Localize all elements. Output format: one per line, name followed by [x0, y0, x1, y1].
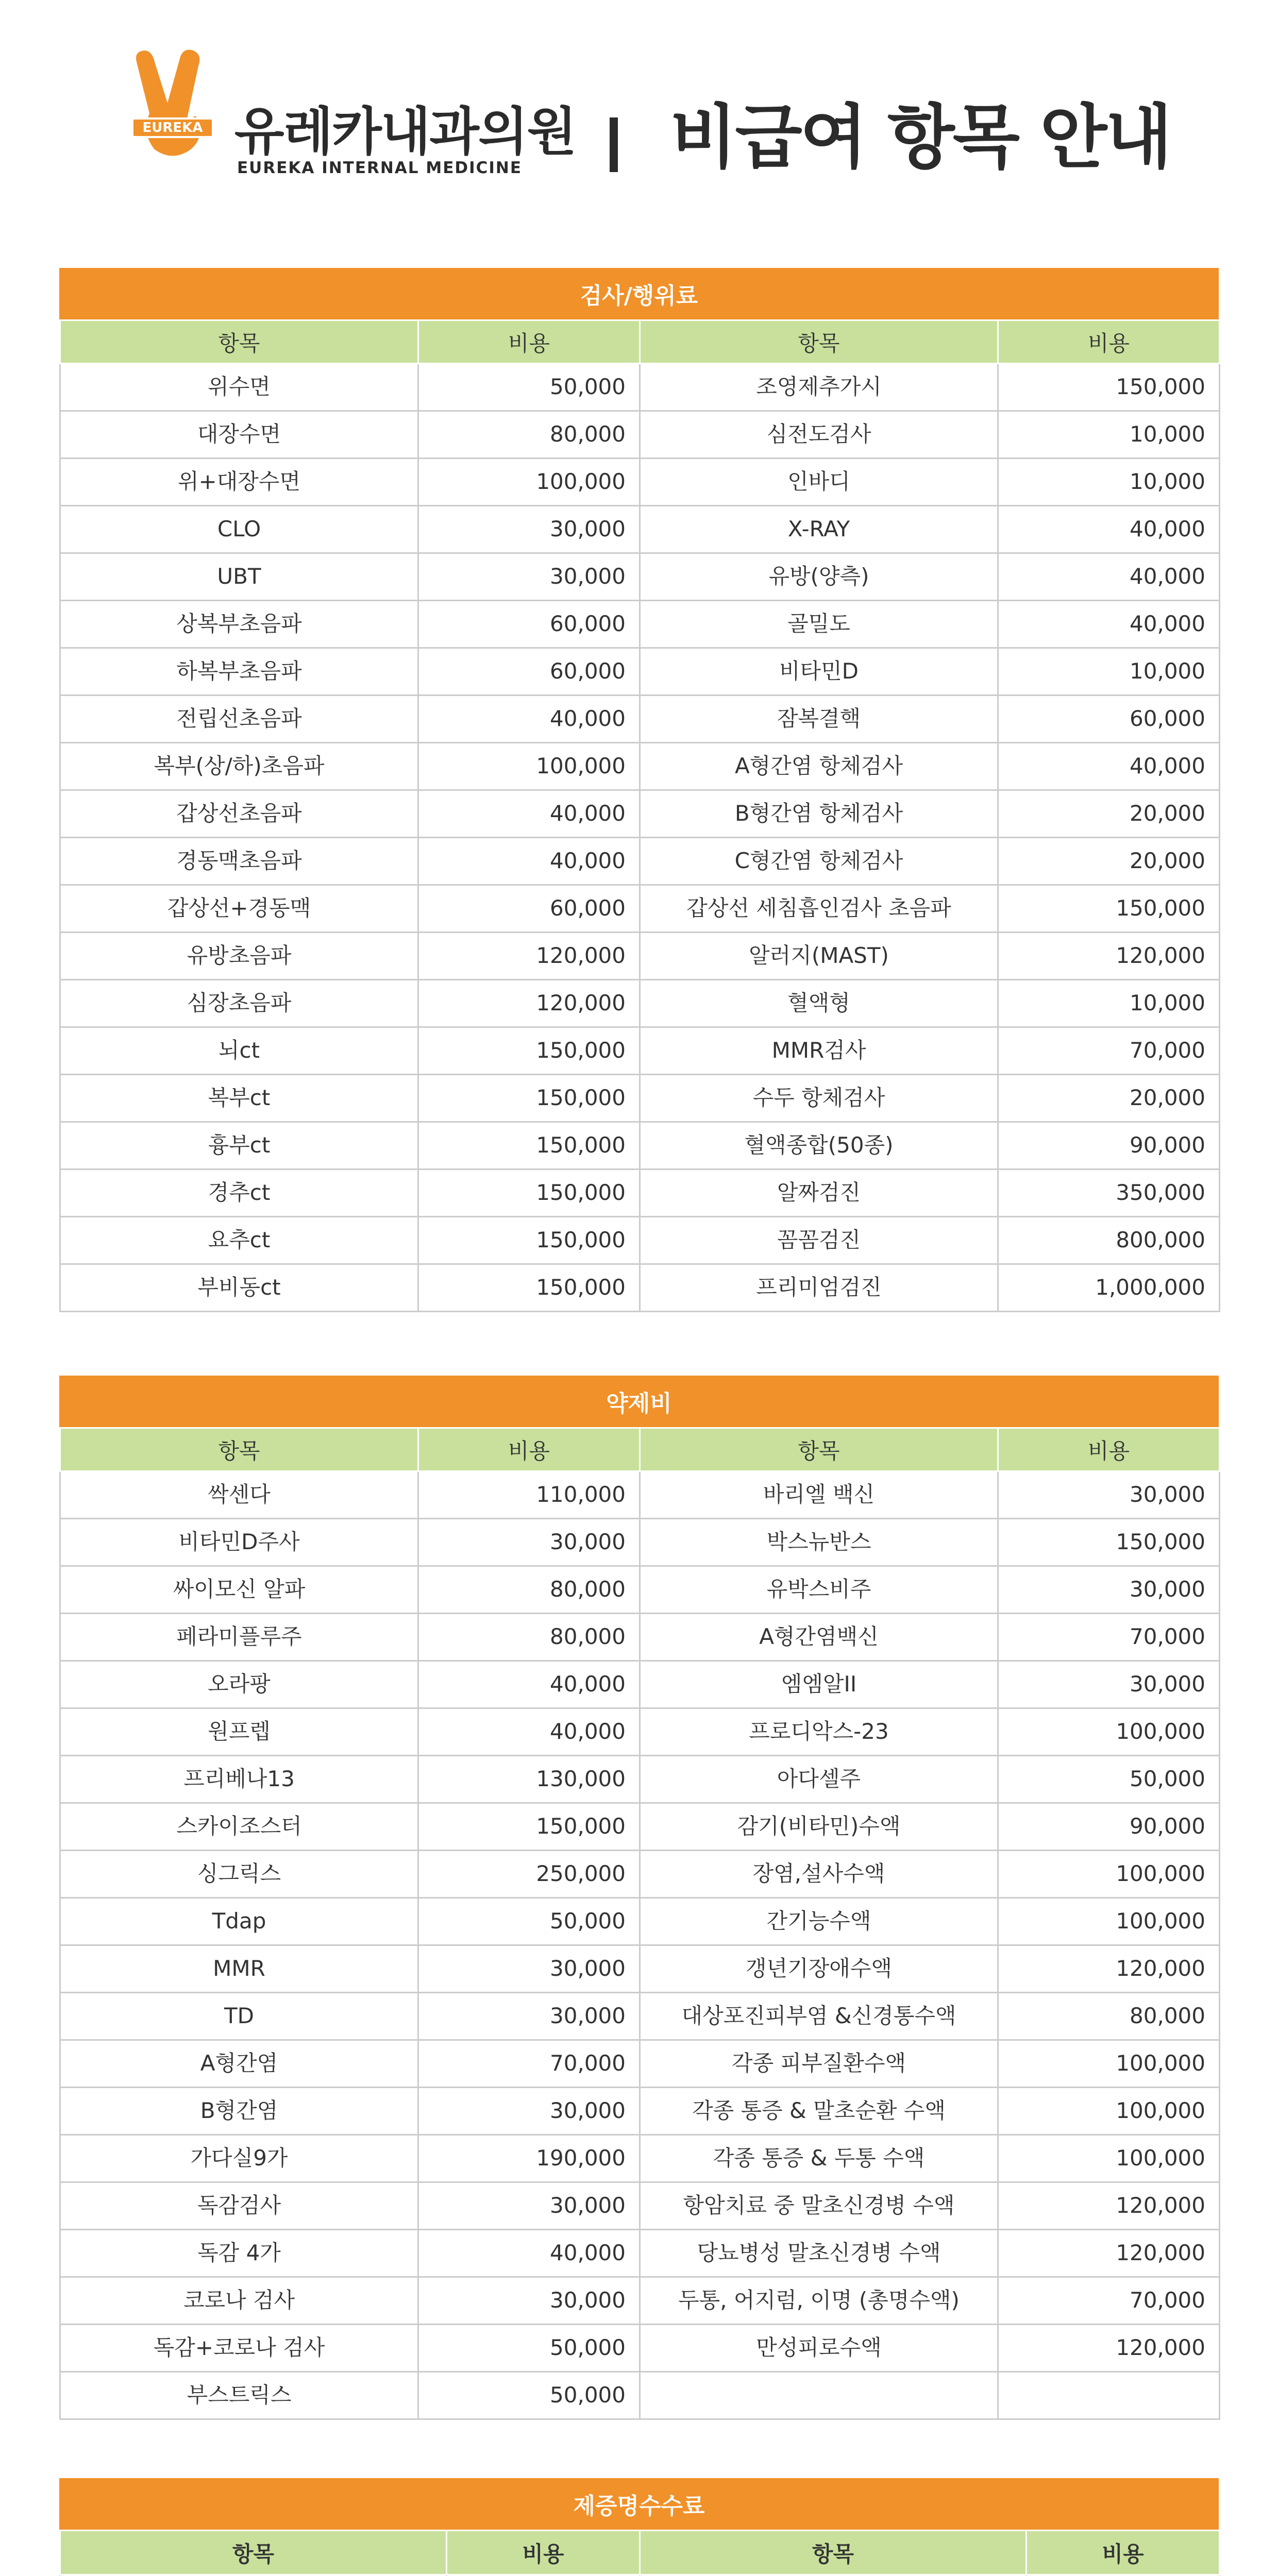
column-header-cost: 비용 — [998, 1428, 1220, 1471]
item-cost-cell: 100,000 — [418, 459, 640, 506]
item-cost-cell: 120,000 — [418, 980, 640, 1027]
brand-name: 유레카내과의원 — [234, 101, 576, 162]
item-name-cell: MMR — [60, 1945, 418, 1993]
table-row — [60, 933, 1220, 980]
section-title: 제증명수수료 — [59, 2478, 1219, 2530]
item-name-cell: 감기(비타민)수액 — [640, 1803, 998, 1851]
item-name-cell: UBT — [60, 553, 418, 601]
item-name-cell: MMR검사 — [640, 1027, 998, 1075]
item-name-cell: 대상포진피부염 &신경통수액 — [640, 1993, 998, 2040]
item-name-cell: 각종 통증 & 말초순환 수액 — [640, 2088, 998, 2135]
logo-badge-text: EUREKA — [142, 120, 203, 135]
item-cost-cell: 60,000 — [998, 696, 1220, 743]
table-row — [60, 553, 1220, 601]
item-name-cell: 간기능수액 — [640, 1898, 998, 1945]
item-cost-cell: 50,000 — [418, 1898, 640, 1945]
table-row — [60, 2088, 1220, 2135]
item-name-cell: 심장초음파 — [60, 980, 418, 1027]
fee-table-body — [60, 1471, 1220, 2419]
column-header-cost: 비용 — [418, 1428, 640, 1471]
item-name-cell: B형간염 항체검사 — [640, 790, 998, 838]
item-cost-cell: 120,000 — [418, 933, 640, 980]
table-row — [60, 696, 1220, 743]
item-name-cell: 독감검사 — [60, 2182, 418, 2230]
item-cost-cell: 30,000 — [418, 1993, 640, 2040]
table-row — [60, 1993, 1220, 2040]
item-cost-cell: 150,000 — [418, 1122, 640, 1170]
item-cost-cell: 30,000 — [998, 1661, 1220, 1708]
item-cost-cell: 90,000 — [998, 1122, 1220, 1170]
item-name-cell: 엠엠알II — [640, 1661, 998, 1708]
item-name-cell: 상복부초음파 — [60, 601, 418, 648]
item-name-cell: C형간염 항체검사 — [640, 838, 998, 885]
page-title: 비급여 항목 안내 — [670, 97, 1170, 178]
item-name-cell: A형간염백신 — [640, 1614, 998, 1661]
table-row — [60, 1803, 1220, 1851]
item-cost-cell: 150,000 — [418, 1264, 640, 1312]
item-name-cell: 싸이모신 알파 — [60, 1566, 418, 1614]
column-header-item: 항목 — [60, 320, 418, 364]
item-cost-cell: 10,000 — [998, 411, 1220, 459]
table-row — [60, 1519, 1220, 1566]
table-row — [60, 2277, 1220, 2325]
item-name-cell: A형간염 — [60, 2040, 418, 2088]
item-cost-cell: 250,000 — [418, 1851, 640, 1898]
table-row — [60, 1851, 1220, 1898]
item-cost-cell: 40,000 — [418, 790, 640, 838]
table-row — [60, 2040, 1220, 2088]
table-header-row — [60, 1428, 1220, 1471]
table-row — [60, 1170, 1220, 1217]
item-cost-cell: 100,000 — [998, 2088, 1220, 2135]
item-cost-cell: 150,000 — [418, 1217, 640, 1264]
section-certificate-fees — [59, 2478, 1219, 2576]
item-cost-cell: 50,000 — [418, 2325, 640, 2372]
item-cost-cell: 50,000 — [418, 364, 640, 411]
item-cost-cell: 110,000 — [418, 1471, 640, 1519]
item-cost-cell: 120,000 — [998, 2325, 1220, 2372]
table-row — [60, 838, 1220, 885]
table-row — [60, 790, 1220, 838]
section-title: 약제비 — [59, 1376, 1219, 1427]
column-header-cost: 비용 — [447, 2531, 640, 2575]
item-name-cell: 갑상선초음파 — [60, 790, 418, 838]
item-name-cell: 하복부초음파 — [60, 648, 418, 696]
item-name-cell: 오라팡 — [60, 1661, 418, 1708]
item-cost-cell: 100,000 — [998, 2040, 1220, 2088]
item-name-cell: 갑상선+경동맥 — [60, 885, 418, 933]
item-name-cell: 수두 항체검사 — [640, 1075, 998, 1122]
item-cost-cell: 190,000 — [418, 2135, 640, 2182]
eureka-hand-logo-icon — [131, 46, 214, 160]
fee-table — [59, 2530, 1220, 2576]
item-name-cell: 당뇨병성 말초신경병 수액 — [640, 2230, 998, 2277]
table-row — [60, 601, 1220, 648]
table-header-row — [60, 320, 1220, 364]
item-name-cell: 부스트릭스 — [60, 2372, 418, 2419]
item-name-cell: 스카이조스터 — [60, 1803, 418, 1851]
column-header-item: 항목 — [640, 1428, 998, 1471]
item-cost-cell: 30,000 — [418, 1519, 640, 1566]
item-name-cell: 복부ct — [60, 1075, 418, 1122]
item-cost-cell: 100,000 — [418, 743, 640, 790]
item-cost-cell: 10,000 — [998, 459, 1220, 506]
item-name-cell: 복부(상/하)초음파 — [60, 743, 418, 790]
item-cost-cell: 130,000 — [418, 1756, 640, 1803]
item-cost-cell: 30,000 — [418, 506, 640, 553]
item-name-cell: 인바디 — [640, 459, 998, 506]
item-name-cell: 싹센다 — [60, 1471, 418, 1519]
table-row — [60, 506, 1220, 553]
item-cost-cell: 40,000 — [418, 838, 640, 885]
item-name-cell: 갱년기장애수액 — [640, 1945, 998, 1993]
item-name-cell: 만성피로수액 — [640, 2325, 998, 2372]
item-name-cell: 알러지(MAST) — [640, 933, 998, 980]
column-header-cost: 비용 — [998, 320, 1220, 364]
item-name-cell: TD — [60, 1993, 418, 2040]
header-divider — [610, 117, 618, 172]
table-row — [60, 2325, 1220, 2372]
item-cost-cell: 150,000 — [418, 1027, 640, 1075]
fee-table-body — [60, 364, 1220, 1312]
item-cost-cell: 1,000,000 — [998, 1264, 1220, 1312]
item-cost-cell: 100,000 — [998, 1708, 1220, 1756]
column-header-cost: 비용 — [1027, 2531, 1220, 2575]
item-cost-cell: 100,000 — [998, 2135, 1220, 2182]
item-cost-cell: 80,000 — [998, 1993, 1220, 2040]
item-name-cell: 요추ct — [60, 1217, 418, 1264]
item-name-cell: 비타민D주사 — [60, 1519, 418, 1566]
item-name-cell: 박스뉴반스 — [640, 1519, 998, 1566]
item-name-cell: 아다셀주 — [640, 1756, 998, 1803]
item-cost-cell: 30,000 — [418, 2182, 640, 2230]
item-name-cell: 각종 통증 & 두통 수액 — [640, 2135, 998, 2182]
item-cost-cell: 10,000 — [998, 980, 1220, 1027]
item-name-cell: 프리베나13 — [60, 1756, 418, 1803]
table-row — [60, 1945, 1220, 1993]
item-name-cell: 프로디악스-23 — [640, 1708, 998, 1756]
table-row — [60, 980, 1220, 1027]
item-cost-cell: 40,000 — [418, 696, 640, 743]
table-row — [60, 1471, 1220, 1519]
item-name-cell: 유방(양측) — [640, 553, 998, 601]
item-name-cell: 뇌ct — [60, 1027, 418, 1075]
item-cost-cell: 30,000 — [418, 2088, 640, 2135]
item-cost-cell: 40,000 — [418, 1661, 640, 1708]
column-header-item: 항목 — [640, 2531, 1027, 2575]
item-name-cell: 각종 피부질환수액 — [640, 2040, 998, 2088]
item-name-cell: 흉부ct — [60, 1122, 418, 1170]
item-name-cell: 가다실9가 — [60, 2135, 418, 2182]
item-cost-cell: 150,000 — [998, 1519, 1220, 1566]
item-name-cell: 프리미엄검진 — [640, 1264, 998, 1312]
table-row — [60, 1661, 1220, 1708]
table-row — [60, 459, 1220, 506]
item-cost-cell: 20,000 — [998, 1075, 1220, 1122]
item-cost-cell: 30,000 — [418, 2277, 640, 2325]
item-name-cell: 부비동ct — [60, 1264, 418, 1312]
column-header-cost: 비용 — [418, 320, 640, 364]
item-name-cell: 유방초음파 — [60, 933, 418, 980]
item-cost-cell: 150,000 — [418, 1803, 640, 1851]
item-cost-cell: 120,000 — [998, 2182, 1220, 2230]
table-row — [60, 364, 1220, 411]
table-row — [60, 1614, 1220, 1661]
item-cost-cell: 70,000 — [998, 1027, 1220, 1075]
item-cost-cell: 70,000 — [418, 2040, 640, 2088]
item-cost-cell: 60,000 — [418, 601, 640, 648]
item-name-cell: 원프렙 — [60, 1708, 418, 1756]
item-name-cell: 비타민D — [640, 648, 998, 696]
item-name-cell — [640, 2372, 998, 2419]
item-cost-cell: 40,000 — [998, 506, 1220, 553]
item-cost-cell: 40,000 — [418, 2230, 640, 2277]
brand-subtitle: EUREKA INTERNAL MEDICINE — [237, 159, 523, 177]
item-name-cell: 싱그릭스 — [60, 1851, 418, 1898]
item-cost-cell: 100,000 — [998, 1898, 1220, 1945]
item-cost-cell: 800,000 — [998, 1217, 1220, 1264]
item-cost-cell: 40,000 — [998, 743, 1220, 790]
item-cost-cell: 80,000 — [418, 1566, 640, 1614]
item-cost-cell: 120,000 — [998, 2230, 1220, 2277]
item-name-cell: 코로나 검사 — [60, 2277, 418, 2325]
item-cost-cell: 20,000 — [998, 838, 1220, 885]
item-cost-cell: 30,000 — [418, 553, 640, 601]
table-header-row — [60, 2531, 1220, 2575]
item-cost-cell: 50,000 — [418, 2372, 640, 2419]
item-name-cell: 항암치료 중 말초신경병 수액 — [640, 2182, 998, 2230]
item-cost-cell: 70,000 — [998, 1614, 1220, 1661]
item-name-cell: 대장수면 — [60, 411, 418, 459]
column-header-item: 항목 — [60, 1428, 418, 1471]
item-cost-cell: 150,000 — [998, 885, 1220, 933]
section-exam-fees — [59, 268, 1219, 1312]
item-cost-cell: 40,000 — [418, 1708, 640, 1756]
item-cost-cell: 60,000 — [418, 885, 640, 933]
item-name-cell: CLO — [60, 506, 418, 553]
item-name-cell: 갑상선 세침흡인검사 초음파 — [640, 885, 998, 933]
item-cost-cell: 80,000 — [418, 1614, 640, 1661]
item-name-cell: 장염,설사수액 — [640, 1851, 998, 1898]
page-header — [0, 0, 1278, 242]
item-name-cell: 바리엘 백신 — [640, 1471, 998, 1519]
item-name-cell: 경동맥초음파 — [60, 838, 418, 885]
item-name-cell: X-RAY — [640, 506, 998, 553]
table-row — [60, 2230, 1220, 2277]
table-row — [60, 1708, 1220, 1756]
item-name-cell: B형간염 — [60, 2088, 418, 2135]
table-row — [60, 1027, 1220, 1075]
table-row — [60, 1756, 1220, 1803]
item-name-cell: 꼼꼼검진 — [640, 1217, 998, 1264]
table-row — [60, 1122, 1220, 1170]
item-cost-cell: 70,000 — [998, 2277, 1220, 2325]
table-row — [60, 1898, 1220, 1945]
item-name-cell: 혈액형 — [640, 980, 998, 1027]
item-name-cell: 페라미플루주 — [60, 1614, 418, 1661]
item-name-cell: 알짜검진 — [640, 1170, 998, 1217]
item-cost-cell: 150,000 — [418, 1170, 640, 1217]
table-row — [60, 1217, 1220, 1264]
item-name-cell: 위+대장수면 — [60, 459, 418, 506]
table-row — [60, 2135, 1220, 2182]
item-name-cell: 조영제추가시 — [640, 364, 998, 411]
item-cost-cell: 60,000 — [418, 648, 640, 696]
item-cost-cell: 150,000 — [998, 364, 1220, 411]
item-name-cell: 전립선초음파 — [60, 696, 418, 743]
table-row — [60, 743, 1220, 790]
item-name-cell: 독감+코로나 검사 — [60, 2325, 418, 2372]
table-row — [60, 885, 1220, 933]
item-cost-cell: 120,000 — [998, 933, 1220, 980]
item-cost-cell: 20,000 — [998, 790, 1220, 838]
table-row — [60, 2372, 1220, 2419]
item-name-cell: 심전도검사 — [640, 411, 998, 459]
item-cost-cell: 120,000 — [998, 1945, 1220, 1993]
item-name-cell: 독감 4가 — [60, 2230, 418, 2277]
section-medication-fees — [59, 1376, 1219, 2420]
item-cost-cell: 90,000 — [998, 1803, 1220, 1851]
item-name-cell: 잠복결핵 — [640, 696, 998, 743]
item-cost-cell: 30,000 — [998, 1471, 1220, 1519]
item-name-cell: 혈액종합(50종) — [640, 1122, 998, 1170]
item-name-cell: A형간염 항체검사 — [640, 743, 998, 790]
column-header-item: 항목 — [60, 2531, 447, 2575]
item-cost-cell: 10,000 — [998, 648, 1220, 696]
item-cost-cell: 40,000 — [998, 553, 1220, 601]
table-row — [60, 1566, 1220, 1614]
section-title: 검사/행위료 — [59, 268, 1219, 319]
fee-table — [59, 319, 1220, 1312]
item-cost-cell: 50,000 — [998, 1756, 1220, 1803]
table-row — [60, 1264, 1220, 1312]
column-header-item: 항목 — [640, 320, 998, 364]
item-name-cell: Tdap — [60, 1898, 418, 1945]
item-cost-cell: 30,000 — [418, 1945, 640, 1993]
table-row — [60, 648, 1220, 696]
fee-table — [59, 1427, 1220, 2420]
item-name-cell: 두통, 어지럼, 이명 (총명수액) — [640, 2277, 998, 2325]
item-cost-cell: 350,000 — [998, 1170, 1220, 1217]
item-cost-cell: 30,000 — [998, 1566, 1220, 1614]
table-row — [60, 1075, 1220, 1122]
table-row — [60, 411, 1220, 459]
item-name-cell: 위수면 — [60, 364, 418, 411]
item-cost-cell: 150,000 — [418, 1075, 640, 1122]
item-cost-cell — [998, 2372, 1220, 2419]
item-cost-cell: 100,000 — [998, 1851, 1220, 1898]
item-name-cell: 경추ct — [60, 1170, 418, 1217]
table-row — [60, 2182, 1220, 2230]
item-name-cell: 유박스비주 — [640, 1566, 998, 1614]
item-cost-cell: 80,000 — [418, 411, 640, 459]
item-name-cell: 골밀도 — [640, 601, 998, 648]
item-cost-cell: 40,000 — [998, 601, 1220, 648]
